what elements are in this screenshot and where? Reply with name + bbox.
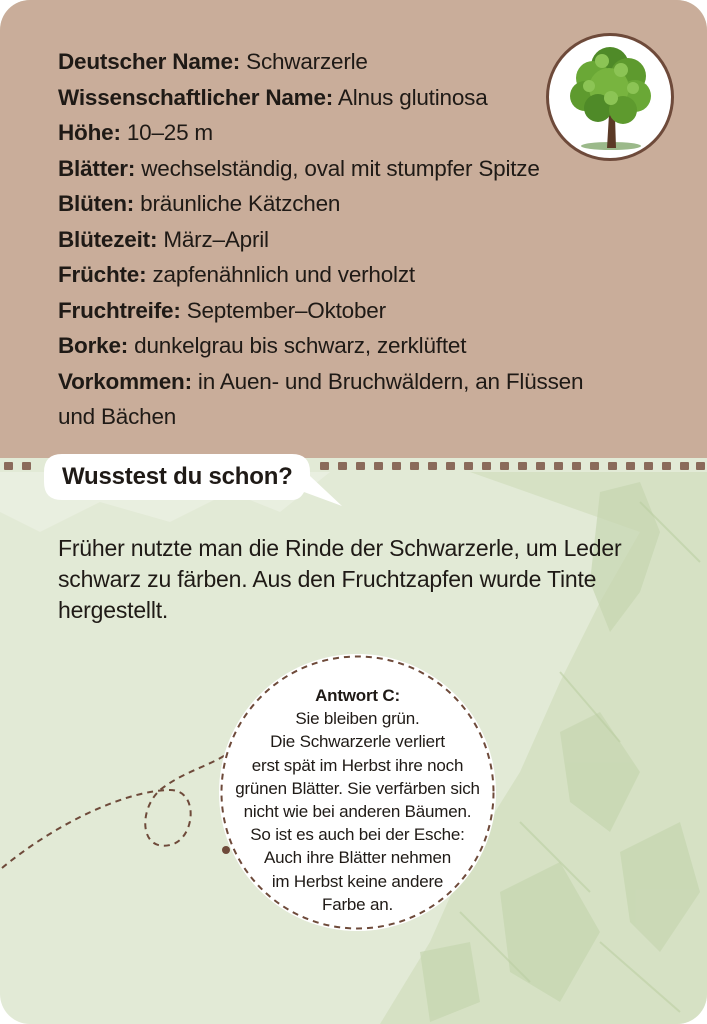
fact-value: in Auen- und Bruchwäldern, an Flüssen und Bächen bbox=[58, 368, 584, 429]
tree-icon bbox=[549, 36, 671, 158]
facts-list bbox=[58, 44, 618, 435]
did-you-know-text: Früher nutzte man die Rinde der Schwarzerle, um Leder schwarz zu färben. Aus den Fruchtzapfen wurde Tinte hergestellt. bbox=[58, 535, 622, 623]
fact-key: Blätter: bbox=[58, 155, 136, 181]
answer-line: im Herbst keine andere bbox=[271, 871, 444, 891]
answer-line: Auch ihre Blätter nehmen bbox=[263, 848, 452, 868]
fact-value: März–April bbox=[163, 226, 269, 252]
fact-row-bark bbox=[58, 328, 618, 364]
fact-value: dunkelgrau bis schwarz, zerklüftet bbox=[134, 333, 467, 358]
fact-row-height bbox=[58, 115, 618, 151]
did-you-know-title: Wusstest du schon? bbox=[62, 463, 293, 490]
answer-line: erst spät im Herbst ihre noch bbox=[251, 755, 464, 775]
fact-row-occurrence bbox=[58, 364, 618, 435]
answer-line: Sie bleiben grün. bbox=[295, 709, 420, 729]
fact-key: Blüten: bbox=[58, 191, 135, 216]
fact-value: Schwarzerle bbox=[246, 49, 368, 74]
fact-row-scientific-name bbox=[58, 80, 618, 116]
fact-row-german-name bbox=[58, 44, 618, 80]
fact-key: Früchte: bbox=[58, 262, 147, 287]
fact-row-leaves bbox=[58, 151, 618, 187]
fact-value: wechselständig, oval mit stumpfer Spitze bbox=[141, 155, 540, 181]
fact-key: Wissenschaftlicher Name: bbox=[58, 84, 334, 110]
facts-panel bbox=[0, 0, 707, 458]
fact-key: Blütezeit: bbox=[58, 226, 158, 252]
fact-row-fruits bbox=[58, 257, 618, 293]
fact-key: Fruchtreife: bbox=[58, 297, 181, 323]
fact-value: 10–25 m bbox=[126, 120, 213, 145]
answer-line: grünen Blätter. Sie verfärben sich bbox=[235, 778, 480, 798]
answer-line: So ist es auch bei der Esche: bbox=[250, 825, 465, 845]
fact-value: zapfenähnlich und verholzt bbox=[152, 262, 415, 287]
fact-row-flowering-time bbox=[58, 222, 618, 258]
answer-text bbox=[219, 684, 496, 916]
fact-value: Alnus glutinosa bbox=[337, 84, 488, 110]
answer-line: Farbe an. bbox=[322, 894, 393, 914]
fact-key: Höhe: bbox=[58, 120, 121, 145]
did-you-know-bubble bbox=[42, 452, 326, 502]
fact-key: Deutscher Name: bbox=[58, 49, 241, 74]
answer-title: Antwort C: bbox=[315, 686, 400, 705]
fact-key: Vorkommen: bbox=[58, 368, 192, 394]
fact-row-fruit-ripening bbox=[58, 293, 618, 329]
tree-badge bbox=[546, 33, 674, 161]
answer-line: Die Schwarzerle verliert bbox=[270, 732, 445, 752]
fact-value: bräunliche Kätzchen bbox=[140, 191, 341, 216]
answer-line: nicht wie bei anderen Bäumen. bbox=[243, 802, 472, 822]
fact-row-flowers bbox=[58, 186, 618, 222]
fact-key: Borke: bbox=[58, 333, 129, 358]
fact-value: September–Oktober bbox=[186, 297, 386, 323]
